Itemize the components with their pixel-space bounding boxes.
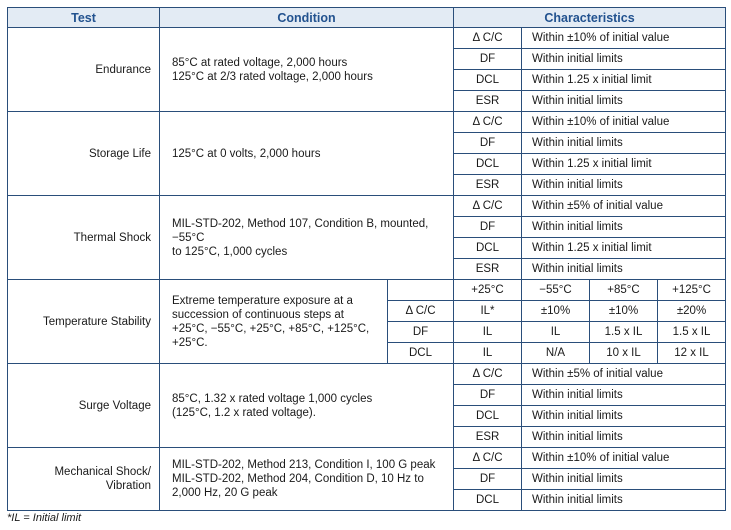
test-name: Storage Life <box>8 112 160 196</box>
characteristic-value: Within ±10% of initial value <box>522 112 726 133</box>
characteristic-value: Within ±5% of initial value <box>522 196 726 217</box>
table-row <box>8 364 726 385</box>
condition-line: Extreme temperature exposure at a <box>172 294 353 307</box>
specs-table-wrapper <box>7 7 725 511</box>
table-row <box>8 28 726 49</box>
stability-value: IL <box>522 322 590 343</box>
characteristic-value: Within initial limits <box>522 217 726 238</box>
test-name: Endurance <box>8 28 160 112</box>
characteristic-value: Within initial limits <box>522 406 726 427</box>
param-label: Δ C/C <box>388 301 454 322</box>
test-name: Thermal Shock <box>8 196 160 280</box>
param-label: ESR <box>454 259 522 280</box>
condition-line: 85°C at rated voltage, 2,000 hours <box>172 56 348 69</box>
table-row <box>8 448 726 469</box>
empty-cell <box>388 280 454 301</box>
stability-value: IL <box>454 322 522 343</box>
characteristic-value: Within initial limits <box>522 133 726 154</box>
param-label: ESR <box>454 91 522 112</box>
test-name-line: Vibration <box>105 480 151 492</box>
param-label: DCL <box>454 238 522 259</box>
test-name: Temperature Stability <box>8 280 160 364</box>
characteristic-value: Within initial limits <box>522 49 726 70</box>
characteristic-value: Within ±10% of initial value <box>522 448 726 469</box>
condition-line: +25°C. <box>172 336 208 349</box>
characteristic-value: Within 1.25 x initial limit <box>522 238 726 259</box>
condition-line: MIL-STD-202, Method 204, Condition D, 10 Hz to <box>172 473 424 485</box>
characteristic-value: Within initial limits <box>522 259 726 280</box>
header-condition: Condition <box>160 8 454 28</box>
characteristic-value: Within initial limits <box>522 175 726 196</box>
test-condition <box>160 364 454 448</box>
header-test: Test <box>8 8 160 28</box>
param-label: DF <box>454 217 522 238</box>
table-row <box>8 112 726 133</box>
characteristic-value: Within ±10% of initial value <box>522 28 726 49</box>
condition-line: MIL-STD-202, Method 107, Condition B, mounted, −55°C <box>172 217 429 244</box>
header-row <box>8 8 726 28</box>
test-condition <box>160 448 454 511</box>
temp-column-header: +125°C <box>658 280 726 301</box>
condition-line: (125°C, 1.2 x rated voltage). <box>172 406 316 419</box>
param-label: DF <box>454 133 522 154</box>
stability-value: 1.5 x IL <box>658 322 726 343</box>
characteristic-value: Within 1.25 x initial limit <box>522 154 726 175</box>
stability-value: ±10% <box>590 301 658 322</box>
param-label: Δ C/C <box>454 364 522 385</box>
param-label: DCL <box>454 154 522 175</box>
param-label: Δ C/C <box>454 196 522 217</box>
param-label: Δ C/C <box>454 448 522 469</box>
condition-line: 125°C at 0 volts, 2,000 hours <box>172 147 321 160</box>
stability-value: 10 x IL <box>590 343 658 364</box>
condition-line: 2,000 Hz, 20 G peak <box>172 487 278 499</box>
test-condition <box>160 28 454 112</box>
characteristic-value: Within initial limits <box>522 427 726 448</box>
temp-column-header: +85°C <box>590 280 658 301</box>
param-label: DF <box>388 322 454 343</box>
param-label: DCL <box>454 70 522 91</box>
stability-value: N/A <box>522 343 590 364</box>
param-label: ESR <box>454 427 522 448</box>
reliability-specs-table <box>7 7 726 511</box>
stability-value: IL* <box>454 301 522 322</box>
param-label: Δ C/C <box>454 112 522 133</box>
param-label: ESR <box>454 175 522 196</box>
stability-value: ±20% <box>658 301 726 322</box>
footnote: *IL = Initial limit <box>7 512 82 524</box>
param-label: DCL <box>454 490 522 511</box>
param-label: DCL <box>454 406 522 427</box>
condition-line: 85°C, 1.32 x rated voltage 1,000 cycles <box>172 392 373 405</box>
header-characteristics: Characteristics <box>454 8 726 28</box>
test-name: Surge Voltage <box>8 364 160 448</box>
characteristic-value: Within initial limits <box>522 385 726 406</box>
param-label: Δ C/C <box>454 28 522 49</box>
test-name-line: Mechanical Shock/ <box>54 466 151 478</box>
param-label: DF <box>454 385 522 406</box>
condition-line: succession of continuous steps at <box>172 308 344 321</box>
stability-value: 1.5 x IL <box>590 322 658 343</box>
temp-column-header: −55°C <box>522 280 590 301</box>
condition-line: to 125°C, 1,000 cycles <box>172 245 288 258</box>
condition-line: +25°C, −55°C, +25°C, +85°C, +125°C, <box>172 322 370 335</box>
characteristic-value: Within initial limits <box>522 469 726 490</box>
characteristic-value: Within ±5% of initial value <box>522 364 726 385</box>
param-label: DF <box>454 49 522 70</box>
condition-line: 125°C at 2/3 rated voltage, 2,000 hours <box>172 70 373 83</box>
test-condition <box>160 196 454 280</box>
characteristic-value: Within initial limits <box>522 91 726 112</box>
table-row <box>8 280 726 301</box>
table-row <box>8 196 726 217</box>
temp-column-header: +25°C <box>454 280 522 301</box>
param-label: DCL <box>388 343 454 364</box>
test-condition <box>160 280 388 364</box>
stability-value: ±10% <box>522 301 590 322</box>
stability-value: IL <box>454 343 522 364</box>
test-name <box>8 448 160 511</box>
characteristic-value: Within initial limits <box>522 490 726 511</box>
condition-line: MIL-STD-202, Method 213, Condition I, 100 G peak <box>172 459 436 471</box>
test-condition <box>160 112 454 196</box>
param-label: DF <box>454 469 522 490</box>
characteristic-value: Within 1.25 x initial limit <box>522 70 726 91</box>
stability-value: 12 x IL <box>658 343 726 364</box>
